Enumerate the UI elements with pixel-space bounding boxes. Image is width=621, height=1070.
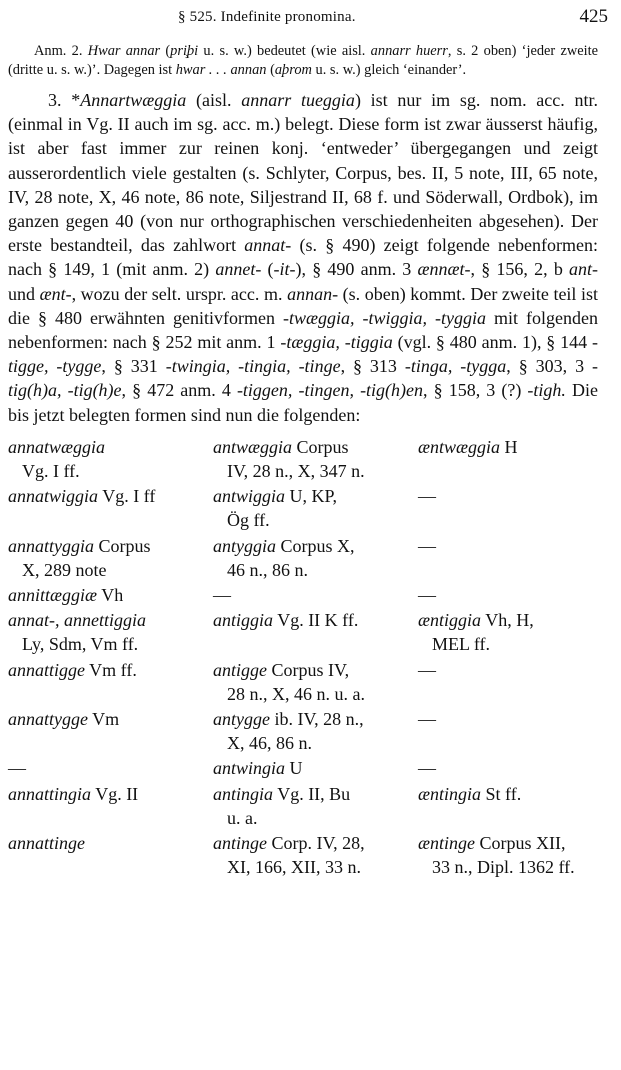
- text-run: Corpus IV,: [267, 659, 350, 680]
- italic-term: annattingia: [8, 783, 92, 804]
- cell-line: [418, 782, 604, 806]
- text-run: Vg. II, Bu: [273, 783, 351, 804]
- italic-term: annattygge: [8, 709, 88, 730]
- italic-term: antingia: [213, 783, 274, 804]
- italic-term: æntingia: [418, 783, 482, 804]
- italic-term: æntinge: [418, 833, 475, 854]
- text-run: (: [266, 62, 275, 78]
- text-run: Corpus X,: [276, 535, 355, 556]
- text-run: Corpus: [94, 535, 151, 556]
- text-run: St ff.: [481, 783, 522, 804]
- cell-line: [8, 756, 213, 780]
- cell-continuation-line: [213, 682, 418, 706]
- cell-continuation-line: [418, 855, 604, 879]
- italic-term: æntiggia: [418, 610, 482, 631]
- text-run: Vg. I ff: [98, 486, 156, 507]
- running-header: [8, 0, 608, 34]
- italic-term: annan-: [287, 283, 339, 304]
- cell-line: [418, 534, 604, 558]
- table-row: [8, 756, 604, 781]
- text-run: ) ist nur im sg. nom. acc. ntr. (einmal in Vg. II auch im sg. acc. m.) belegt. Diese form ist zwar äusserst häufig, ist aber fast immer zur reinen konj. ‘entweder’ übergegangen und zeigt ausserordentlich viele gestalten (s. Schlyter, Corpus, bes. II, 5 note, III, 65 note, IV, 28 note, X, 46 note, 86 note, Siljestrand II, 68 f. und Söderwall, Ordbok), im ganzen gegen 40 (von nur orthographischen verschiedenheiten abgesehen). Der erste bestandteil, das zahlwort: [8, 90, 598, 256]
- cell-line: [213, 831, 418, 855]
- text-run: —: [418, 535, 436, 556]
- italic-term: antinge: [213, 833, 267, 854]
- cell-continuation-line: [8, 459, 213, 483]
- table-cell-c3: [418, 782, 604, 831]
- text-run: 3. *: [48, 90, 81, 110]
- table-row: [8, 534, 604, 583]
- table-cell-c2: [213, 782, 418, 831]
- table-cell-c2: [213, 658, 418, 707]
- italic-term: annittæggiæ: [8, 585, 98, 606]
- text-run: Vm: [87, 709, 120, 730]
- text-run: 46 n., 86 n.: [227, 559, 308, 580]
- cell-line: [418, 608, 604, 632]
- text-run: Vm ff.: [85, 659, 137, 680]
- text-run: , § 472 anm. 4: [121, 380, 237, 401]
- text-run: IV, 28 n., X, 347 n.: [227, 461, 365, 482]
- text-run: —: [418, 709, 436, 730]
- text-run: , § 156, 2, b: [470, 259, 570, 280]
- italic-term: -tiggen, -tingen, -tig(h)en: [236, 380, 424, 401]
- cell-continuation-line: [418, 632, 604, 656]
- text-run: U, KP,: [285, 486, 338, 507]
- italic-term: ænnæt-: [417, 259, 471, 280]
- annotation-text: [8, 43, 598, 78]
- italic-term: -twæggia, -twiggia, -tyggia: [282, 307, 486, 328]
- italic-term: annat-, annettiggia: [8, 610, 146, 631]
- italic-term: antygge: [213, 709, 270, 730]
- cell-continuation-line: [213, 558, 418, 582]
- cell-continuation-line: [8, 632, 213, 656]
- italic-term: annattyggia: [8, 535, 94, 556]
- table-cell-c3: [418, 534, 604, 583]
- table-cell-c1: [8, 756, 213, 781]
- section-title: § 525. Indefinite pronomina.: [178, 9, 356, 25]
- italic-term: -it-: [273, 259, 296, 280]
- cell-line: [8, 831, 213, 855]
- table-row: [8, 583, 604, 608]
- text-run: mit folgenden nebenformen: nach § 252 mit anm. 1: [8, 307, 598, 353]
- italic-term: annattinge: [8, 833, 85, 854]
- table-cell-c3: [418, 831, 604, 880]
- italic-term: annatwæggia: [8, 436, 106, 457]
- table-cell-c2: [213, 831, 418, 880]
- italic-term: annatwiggia: [8, 486, 99, 507]
- text-run: —: [418, 585, 436, 606]
- italic-term: antigge: [213, 659, 267, 680]
- italic-term: antwingia: [213, 758, 286, 779]
- text-run: u. s. w.) bedeutet (wie aisl.: [198, 43, 371, 59]
- italic-term: annattigge: [8, 659, 85, 680]
- cell-line: [418, 484, 604, 508]
- italic-term: -tinga, -tygga: [404, 356, 507, 377]
- forms-table: [8, 435, 604, 881]
- text-run: —: [418, 758, 436, 779]
- italic-term: æntwæggia: [418, 436, 501, 457]
- table-cell-c1: [8, 831, 213, 880]
- text-run: (s. oben) kommt. Der zweite teil ist die § 480 erwähnten genitivformen: [8, 283, 599, 328]
- cell-line: [418, 831, 604, 855]
- text-run: X, 46, 86 n.: [227, 733, 312, 754]
- italic-term: pri̧þi: [170, 43, 199, 59]
- cell-line: [8, 782, 213, 806]
- table-cell-c3: [418, 608, 604, 657]
- cell-continuation-line: [213, 731, 418, 755]
- italic-term: annet-: [215, 259, 262, 280]
- table-row: [8, 484, 604, 533]
- table-cell-c2: [213, 756, 418, 781]
- text-run: (aisl.: [186, 90, 242, 110]
- text-run: Corpus XII,: [475, 833, 566, 854]
- italic-term: -tæggia, -tiggia: [280, 332, 393, 353]
- cell-line: [213, 658, 418, 682]
- text-run: , s. 2 oben) ‘jeder zweite (dritte u. s. w.)’. Dagegen ist: [8, 43, 599, 78]
- table-cell-c2: [213, 484, 418, 533]
- cell-line: [418, 756, 604, 780]
- italic-term: ant-: [569, 259, 599, 280]
- table-cell-c3: [418, 583, 604, 608]
- table-cell-c2: [213, 707, 418, 756]
- text-run: , wozu der selt. urspr. acc. m.: [71, 283, 288, 304]
- italic-term: annarr huerr: [370, 43, 448, 59]
- table-cell-c3: [418, 435, 604, 484]
- italic-term: annat-: [244, 235, 292, 256]
- main-paragraph: [8, 88, 598, 427]
- text-run: U: [285, 758, 303, 779]
- cell-line: [213, 484, 418, 508]
- text-run: , § 313: [340, 356, 405, 377]
- italic-term: aþrom: [274, 62, 312, 78]
- cell-line: [418, 658, 604, 682]
- cell-line: [8, 707, 213, 731]
- table-cell-c1: [8, 658, 213, 707]
- cell-continuation-line: [8, 558, 213, 582]
- italic-term: annarr tueggia: [241, 90, 355, 110]
- table-cell-c3: [418, 707, 604, 756]
- text-run: (: [261, 259, 274, 280]
- table-row: [8, 782, 604, 831]
- text-run: Corpus: [292, 436, 349, 457]
- text-run: 28 n., X, 46 n. u. a.: [227, 683, 365, 704]
- text-run: MEL ff.: [432, 634, 490, 655]
- cell-line: [213, 435, 418, 459]
- text-run: 33 n., Dipl. 1362 ff.: [432, 857, 575, 878]
- text-run: , § 303, 3: [506, 356, 593, 377]
- table-cell-c2: [213, 608, 418, 657]
- text-run: Vg. II K ff.: [273, 610, 359, 631]
- italic-term: hwar . . . annan: [175, 62, 267, 78]
- cell-line: [418, 435, 604, 459]
- text-run: Vh, H,: [481, 610, 534, 631]
- table-cell-c1: [8, 484, 213, 533]
- table-cell-c2: [213, 534, 418, 583]
- annotation-label: Anm. 2.: [34, 43, 83, 59]
- italic-term: antwiggia: [213, 486, 286, 507]
- table-cell-c3: [418, 658, 604, 707]
- text-run: —: [418, 659, 436, 680]
- table-cell-c3: [418, 756, 604, 781]
- table-row: [8, 831, 604, 880]
- text-run: Vg. I ff.: [22, 461, 80, 482]
- table-row: [8, 435, 604, 484]
- text-run: XI, 166, XII, 33 n.: [227, 857, 361, 878]
- italic-term: antiggia: [213, 610, 274, 631]
- cell-line: [213, 782, 418, 806]
- cell-continuation-line: [213, 459, 418, 483]
- table-cell-c2: [213, 583, 418, 608]
- text-run: Ög ff.: [227, 510, 270, 531]
- text-run: (vgl. § 480 anm. 1), § 144: [392, 332, 593, 353]
- text-run: u. a.: [227, 807, 258, 828]
- text-run: H: [500, 436, 518, 457]
- cell-line: [418, 583, 604, 607]
- text-run: Corp. IV, 28,: [267, 833, 365, 854]
- annotation-paragraph: [8, 42, 598, 80]
- text-run: Die bis jetzt belegten formen sind nun die folgenden:: [8, 380, 598, 425]
- table-row: [8, 658, 604, 707]
- italic-term: -tigge, -tygge: [8, 332, 599, 377]
- text-run: (s. § 490) zeigt folgende nebenformen: nach § 149, 1 (mit anm. 2): [8, 235, 598, 280]
- text-run: Ly, Sdm, Vm ff.: [22, 634, 139, 655]
- text-run: —: [8, 758, 26, 779]
- cell-line: [8, 534, 213, 558]
- table-cell-c1: [8, 782, 213, 831]
- text-run: X, 289 note: [22, 559, 107, 580]
- cell-line: [8, 608, 213, 632]
- table-cell-c1: [8, 534, 213, 583]
- cell-line: [213, 583, 418, 607]
- table-cell-c3: [418, 484, 604, 533]
- cell-line: [418, 707, 604, 731]
- cell-continuation-line: [213, 508, 418, 532]
- text-run: Vh: [97, 585, 124, 606]
- text-run: —: [213, 585, 231, 606]
- italic-term: antwæggia: [213, 436, 293, 457]
- table-cell-c2: [213, 435, 418, 484]
- italic-term: -tigh.: [527, 380, 566, 401]
- cell-line: [213, 756, 418, 780]
- table-cell-c1: [8, 583, 213, 608]
- cell-line: [8, 583, 213, 607]
- italic-term: -tig(h)a, -tig(h)e: [8, 356, 599, 401]
- table-row: [8, 608, 604, 657]
- page-number: 425: [579, 6, 608, 27]
- cell-line: [8, 658, 213, 682]
- text-run: ib. IV, 28 n.,: [269, 709, 364, 730]
- text-run: und: [8, 283, 40, 304]
- text-run: u. s. w.) gleich ‘einander’.: [311, 62, 467, 78]
- italic-term: Hwar annar: [87, 43, 161, 59]
- text-run: (: [160, 43, 171, 59]
- italic-term: ænt-: [39, 283, 72, 304]
- cell-line: [8, 484, 213, 508]
- cell-line: [8, 435, 213, 459]
- table-cell-c1: [8, 608, 213, 657]
- text-run: Vg. II: [91, 783, 139, 804]
- text-run: —: [418, 486, 436, 507]
- cell-line: [213, 707, 418, 731]
- table-row: [8, 707, 604, 756]
- text-run: ), § 490 anm. 3: [295, 259, 418, 280]
- cell-line: [213, 608, 418, 632]
- italic-term: -twingia, -tingia, -tinge: [165, 356, 341, 377]
- book-page: [8, 0, 608, 881]
- text-run: , § 331: [101, 356, 166, 377]
- cell-line: [213, 534, 418, 558]
- table-cell-c1: [8, 435, 213, 484]
- text-run: , § 158, 3 (?): [423, 380, 528, 401]
- cell-continuation-line: [213, 806, 418, 830]
- cell-continuation-line: [213, 855, 418, 879]
- italic-term: Annartwæggia: [80, 90, 187, 110]
- table-cell-c1: [8, 707, 213, 756]
- italic-term: antyggia: [213, 535, 276, 556]
